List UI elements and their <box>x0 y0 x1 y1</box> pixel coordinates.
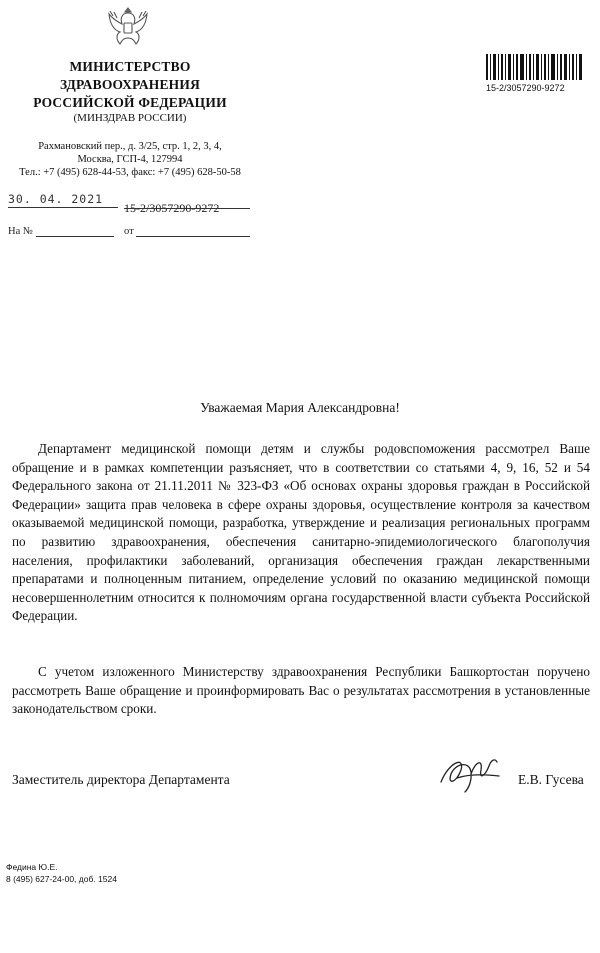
barcode-text: 15-2/3057290-9272 <box>486 83 565 93</box>
ministry-name-line2: ЗДРАВООХРАНЕНИЯ <box>59 77 201 92</box>
ministry-name-line3: РОССИЙСКОЙ ФЕДЕРАЦИИ <box>33 95 227 110</box>
signatory-title: Заместитель директора Департамента <box>12 772 230 787</box>
letter-paragraph-1: Департамент медицинской помощи детям и службы родовспоможения рассмотрел Ваше обращение и в рамках компетенции разъясняет, что в соответствии со статьями 4, 9, 16, 52 и 54 Федерального закона от 21.11.2011 № 323-ФЗ «Об основах охраны здоровья граждан в Российской Федерации» защита прав человека в сфере охраны здоровья, осуществление контроля за качеством оказываемой медицинской помощи, разработка, утверждение и реализация региональных программ по развитию здравоохранения, обеспечения санитарно-эпидемиологического благополучия населения, профилактики заболеваний, организация обеспечения граждан лекарственными препаратами и полноценным питанием, определение условий по оказанию медицинской помощи несовершеннолетним относится к полномочиям органа государственной власти субъекта Российской Федерации. <box>12 441 590 624</box>
date-underline <box>8 207 118 208</box>
registration-number: 15-2/3057290-9272 <box>124 201 220 215</box>
from-label: от <box>124 226 134 237</box>
phone-line: Тел.: +7 (495) 628-44-53, факс: +7 (495) 628-50-58 <box>19 167 241 178</box>
address-line2: Москва, ГСП-4, 127994 <box>77 154 183 165</box>
number-underline <box>124 208 250 209</box>
signatory-name: Е.В. Гусева <box>518 772 584 787</box>
ministry-name-line1: МИНИСТЕРСТВО <box>69 59 191 74</box>
reply-to-blank <box>36 236 114 237</box>
executor-phone: 8 (495) 627-24-00, доб. 1524 <box>6 874 117 884</box>
letter-paragraph-2: С учетом изложенного Министерству здравоохранения Республики Башкортостан поручено рассмотреть Ваше обращение и проинформировать Вас о результатах рассмотрения в установленные законодательством сроки. <box>12 664 590 717</box>
address-line1: Рахмановский пер., д. 3/25, стр. 1, 2, 3, 4, <box>38 141 222 152</box>
coat-of-arms-icon <box>104 4 152 50</box>
salutation: Уважаемая Мария Александровна! <box>200 400 400 415</box>
from-blank <box>136 236 250 237</box>
reply-to-label: На № <box>8 226 33 237</box>
barcode-icon <box>486 54 582 80</box>
executor-name: Федина Ю.Е. <box>6 862 58 872</box>
ministry-short-name: (МИНЗДРАВ РОССИИ) <box>73 112 187 124</box>
handwritten-signature-icon <box>435 752 505 798</box>
registration-date: 30. 04. 2021 <box>8 192 104 206</box>
